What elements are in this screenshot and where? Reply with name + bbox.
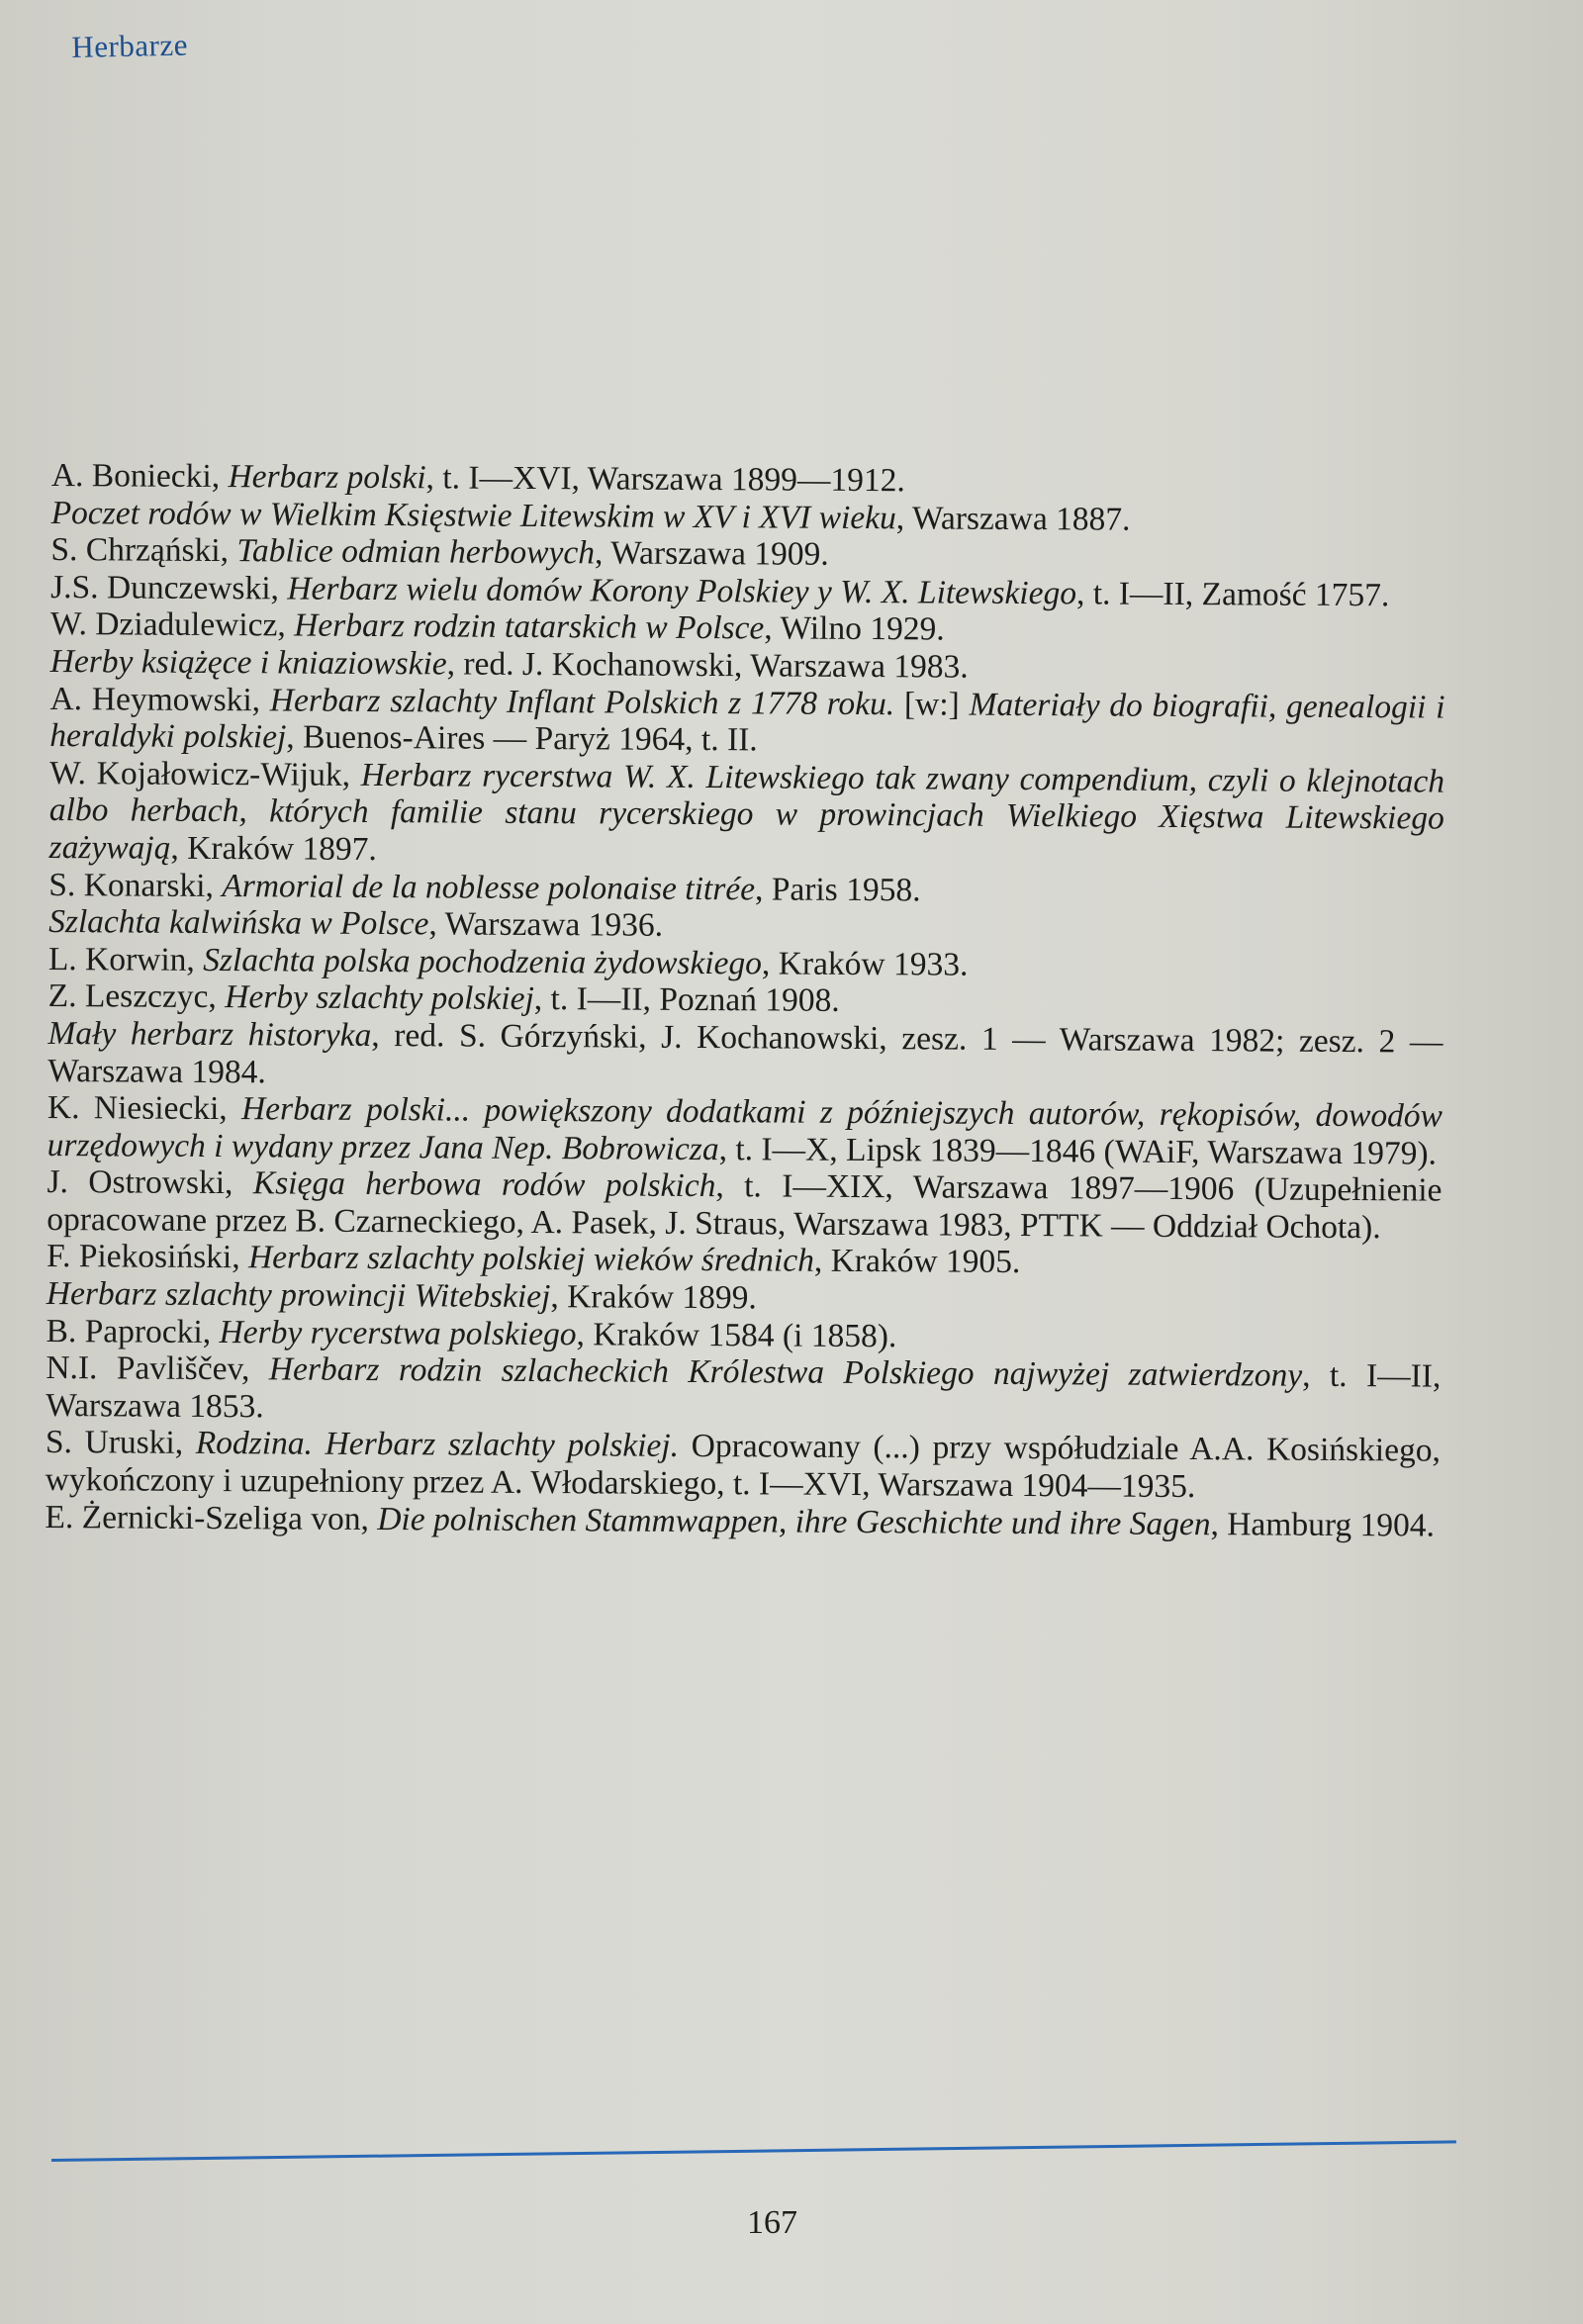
entry-author: S. Chrząński, — [50, 531, 237, 570]
entry-imprint: , t. I—X, Lipsk 1839—1846 (WAiF, Warszawa 1979). — [718, 1130, 1438, 1172]
entry-title: Armorial de la noblesse polonaise titrée — [222, 867, 756, 907]
entry-title: Rodzina. Herbarz szlachty polskiej. — [195, 1425, 680, 1465]
entry-title: Herby książęce i kniaziowskie — [49, 642, 447, 683]
entry-author: A. Boniecki, — [50, 457, 229, 496]
entry-author: E. Żernicki-Szeliga von, — [45, 1498, 378, 1537]
entry-imprint: , Hamburg 1904. — [1210, 1505, 1436, 1544]
entry-imprint: , t. I—II, Poznań 1908. — [533, 980, 840, 1020]
entry-imprint: , Kraków 1899. — [550, 1278, 757, 1317]
entry-author: W. Kojałowicz-Wijuk, — [48, 754, 361, 793]
entry-title: Herbarz szlachty polskiej wieków średnich — [247, 1239, 815, 1280]
entry-title: Herbarz rodzin szlacheckich Królestwa Polskiego najwyżej zatwierdzony — [268, 1350, 1303, 1394]
entry-imprint: , t. I—II, Zamość 1757. — [1075, 575, 1390, 614]
entry-title: Herbarz wielu domów Korony Polskiey y W. X. Litewskiego — [287, 570, 1077, 612]
entry-author: S. Uruski, — [45, 1424, 196, 1462]
entry-imprint: , red. J. Kochanowski, Warszawa 1983. — [446, 645, 969, 686]
entry-imprint: , Wilno 1929. — [764, 609, 945, 648]
entry-author: K. Niesiecki, — [47, 1089, 242, 1128]
entry-connector: [w:] — [894, 685, 970, 723]
entry-imprint: , t. I—XIX, Warszawa 1897—1906 (Uzupełnienie opracowane przez B. Czarneckiego, A. Pasek, J. Straus, Warszawa 1983, PTTK — Oddział Ochota). — [47, 1167, 1443, 1247]
entry-title: Mały herbarz historyka — [47, 1014, 372, 1054]
entry-title-secondary: Materiały do biografii, genealogii i heraldyki polskiej — [49, 686, 1445, 756]
entry-imprint: , Warszawa 1936. — [428, 905, 664, 944]
entry-imprint: , Kraków 1905. — [813, 1243, 1021, 1281]
entry-author: J. Ostrowski, — [47, 1163, 253, 1202]
entry-author: L. Korwin, — [47, 940, 204, 978]
entry-author: B. Paprocki, — [46, 1312, 220, 1350]
entry-imprint: , Warszawa 1909. — [594, 534, 829, 573]
page-number: 167 — [747, 2204, 797, 2241]
bibliography-entry — [47, 1089, 1443, 1172]
entry-title: Herbarz rodzin tatarskich w Polsce — [294, 606, 765, 647]
entry-imprint: , Kraków 1933. — [761, 945, 969, 983]
entry-title: Poczet rodów w Wielkim Księstwie Litewskim w XV i XVI wieku — [50, 494, 896, 536]
bibliography-entry — [45, 1499, 1440, 1544]
entry-title: Herby szlachty polskiej — [225, 978, 534, 1018]
entry-title: Herby rycerstwa polskiego — [219, 1313, 577, 1352]
entry-imprint: , Kraków 1584 (i 1858). — [576, 1315, 897, 1354]
entry-author: Z. Leszczyc, — [47, 977, 226, 1016]
entry-author: J.S. Dunczewski, — [50, 568, 288, 607]
entry-title: Księga herbowa rodów polskich — [252, 1164, 716, 1205]
entry-author: F. Piekosiński, — [46, 1238, 249, 1276]
entry-title: Herbarz polski... powiększony dodatkami z późniejszych autorów, rękopisów, dowodów urzędowych i wydany przez Jana Nep. Bobrowicza — [47, 1090, 1443, 1167]
entry-title: Szlachta polska pochodzenia żydowskiego — [203, 941, 763, 982]
bibliography-entry — [47, 1015, 1443, 1098]
entry-title: Szlachta kalwińska w Polsce — [48, 903, 429, 943]
bibliography-entry — [46, 1424, 1441, 1507]
entry-author: S. Konarski, — [48, 866, 223, 904]
bibliography-entry — [49, 681, 1444, 764]
entry-title: Herbarz rycerstwa W. X. Litewskiego tak zwany compendium, czyli o klejnotach albo herbach, których familie stanu rycerskiego w prowincjach Wielkiego Xięstwa Litewskiego zażywają — [48, 756, 1445, 867]
entry-title: Herbarz polski — [228, 458, 426, 497]
bibliography-entry — [47, 1163, 1442, 1247]
entry-imprint: , Kraków 1897. — [170, 829, 377, 868]
entry-title: Herbarz szlachty prowincji Witebskiej — [46, 1275, 551, 1316]
entry-imprint: , Paris 1958. — [754, 870, 921, 908]
bibliography-entry — [46, 1349, 1441, 1433]
entry-imprint: Opracowany (...) przy współudziale A.A. Kosińskiego, wykończony i uzupełniony przez A. Włodarskiego, t. I—XVI, Warszawa 1904—1935. — [45, 1428, 1442, 1506]
entry-author: N.I. Pavliščev, — [46, 1349, 269, 1388]
running-head: Herbarze — [71, 27, 189, 64]
entry-imprint: , Warszawa 1887. — [895, 499, 1131, 538]
entry-author: W. Dziadulewicz, — [49, 605, 295, 644]
entry-title: Die polnischen Stammwappen, ihre Geschichte und ihre Sagen — [377, 1500, 1211, 1542]
entry-title: Tablice odmian herbowych — [236, 532, 596, 572]
bibliography-entry — [48, 755, 1444, 875]
entry-imprint: , red. S. Górzyński, J. Kochanowski, zesz. 1 — Warszawa 1982; zesz. 2 — Warszawa 1984. — [47, 1016, 1443, 1090]
entry-imprint: , t. I—XVI, Warszawa 1899—1912. — [425, 459, 905, 500]
entry-imprint: , t. I—II, Warszawa 1853. — [46, 1356, 1442, 1426]
bibliography-list — [45, 457, 1446, 1544]
entry-title: Herbarz szlachty Inflant Polskich z 1778 roku. — [269, 681, 895, 722]
footer-rule — [51, 2140, 1456, 2162]
entry-imprint: , Buenos-Aires — Paryż 1964, t. II. — [286, 718, 758, 759]
entry-author: A. Heymowski, — [49, 680, 270, 718]
